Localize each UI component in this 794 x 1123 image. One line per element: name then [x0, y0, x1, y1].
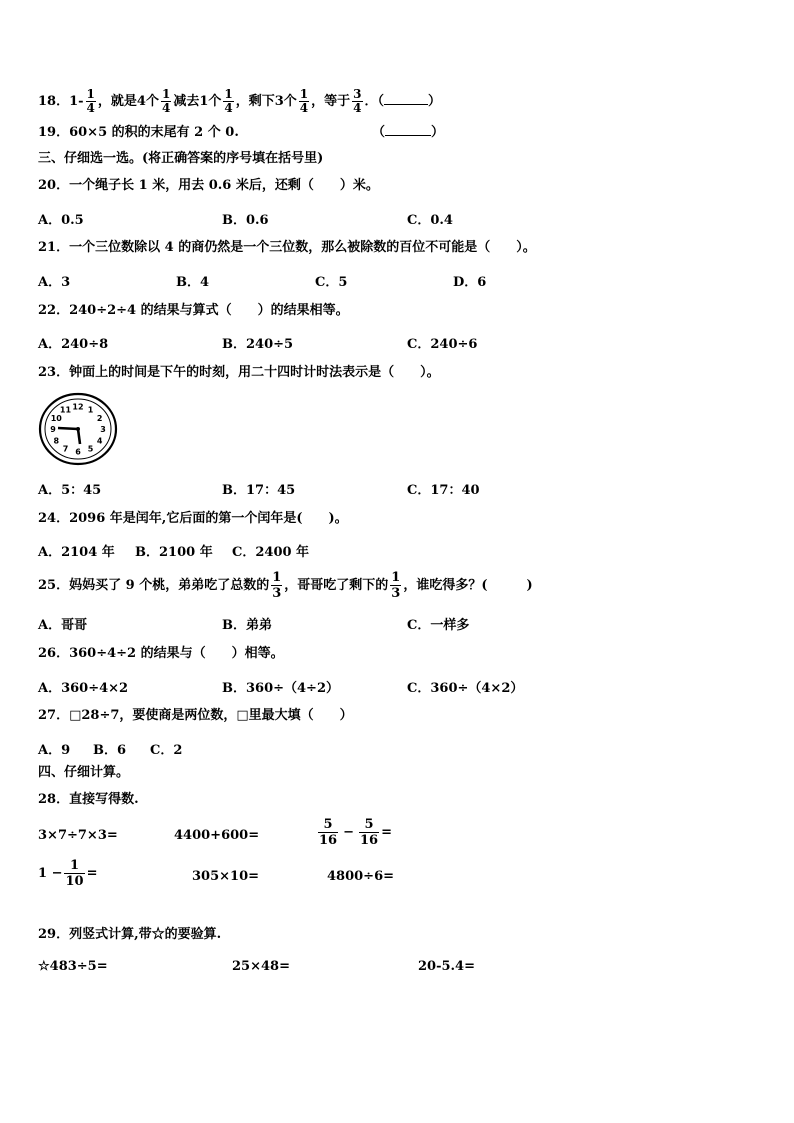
q25-line: 25．妈妈买了 9 个桃，弟弟吃了总数的 $\frac{1}{3}$ ，哥哥吃了剩下的 $\frac{1}{3}$ ，谁吃得多？( )	[38, 570, 533, 601]
q27-option-c[interactable]: C．2	[150, 743, 183, 758]
q25-option-b[interactable]: B．弟弟	[222, 618, 272, 633]
clock-minute-hand	[58, 428, 78, 429]
fraction: $\frac{1}{3}$	[272, 570, 282, 601]
clock-numeral: 11	[59, 405, 72, 415]
q29-expr-2: 25×48=	[232, 959, 290, 974]
q27-text: 27．□28÷7，要使商是两位数，□里最大填（ ）	[38, 708, 353, 723]
answer-blank[interactable]	[384, 104, 428, 105]
clock-numeral: 2	[96, 413, 103, 423]
q29-expr-1: ☆483÷5=	[38, 959, 108, 974]
q22-option-c[interactable]: C．240÷6	[407, 337, 478, 352]
section-3-heading: 三、仔细选一选。(将正确答案的序号填在括号里)	[38, 151, 324, 166]
clock-numeral: 7	[62, 444, 69, 454]
fraction: $\frac{1}{4}$	[299, 87, 309, 115]
q24-option-b[interactable]: B．2100 年	[135, 545, 213, 560]
clock-numeral: 3	[100, 425, 106, 434]
q25-option-c[interactable]: C．一样多	[407, 618, 470, 633]
q21-option-d[interactable]: D．6	[453, 275, 487, 290]
q28-expr-3: $\frac{5}{16}$ − $\frac{5}{16}$ =	[319, 817, 392, 848]
clock-numeral: 1	[87, 405, 94, 415]
q26-text: 26．360÷4÷2 的结果与（ ）相等。	[38, 646, 284, 661]
fraction: $\frac{1}{3}$	[391, 570, 401, 601]
q20-text: 20．一个绳子长 1 米，用去 0.6 米后，还剩（ ）米。	[38, 178, 379, 193]
q28-expr-1: 3×7÷7×3=	[38, 828, 118, 843]
q29-expr-3: 20-5.4=	[418, 959, 475, 974]
clock-numeral: 10	[50, 413, 62, 423]
q20-option-c[interactable]: C．0.4	[407, 213, 453, 228]
q24-option-c[interactable]: C．2400 年	[232, 545, 310, 560]
q22-text: 22．240÷2÷4 的结果与算式（ ）的结果相等。	[38, 303, 349, 318]
q26-option-a[interactable]: A．360÷4×2	[38, 681, 129, 696]
q26-option-c[interactable]: C．360÷（4×2）	[407, 681, 524, 696]
clock-numeral: 5	[87, 444, 94, 454]
q25-option-a[interactable]: A．哥哥	[38, 618, 88, 633]
q23-option-b[interactable]: B．17：45	[222, 483, 296, 498]
q20-option-b[interactable]: B．0.6	[222, 213, 269, 228]
q22-option-a[interactable]: A．240÷8	[38, 337, 109, 352]
q23-option-c[interactable]: C．17：40	[407, 483, 480, 498]
q24-text: 24．2096 年是闰年,它后面的第一个闰年是( )。	[38, 511, 348, 526]
q24-option-a[interactable]: A．2104 年	[38, 545, 115, 560]
q29-title: 29．列竖式计算,带☆的要验算.	[38, 927, 222, 942]
clock-numeral: 6	[75, 447, 81, 457]
answer-blank[interactable]	[385, 135, 431, 136]
q21-text: 21．一个三位数除以 4 的商仍然是一个三位数，那么被除数的百位不可能是（ ）。	[38, 240, 536, 255]
fraction: $\frac{1}{10}$	[65, 858, 84, 889]
clock-numeral: 4	[96, 436, 103, 446]
q19-answer: （ ）	[372, 125, 445, 140]
fraction: $\frac{5}{16}$	[360, 817, 379, 848]
q27-option-b[interactable]: B．6	[93, 743, 127, 758]
fraction: $\frac{1}{4}$	[86, 87, 95, 115]
q28-expr-4: 1 − $\frac{1}{10}$ =	[38, 858, 98, 889]
q19-line: 19．60×5 的积的末尾有 2 个 0.	[38, 125, 239, 140]
clock-hour-hand	[78, 429, 80, 444]
q28-expr-5: 305×10=	[192, 869, 260, 884]
clock-center	[76, 427, 80, 431]
fraction: $\frac{1}{4}$	[161, 87, 171, 115]
q26-option-b[interactable]: B．360÷（4÷2）	[222, 681, 340, 696]
q28-expr-2: 4400+600=	[174, 828, 260, 843]
clock-image	[38, 392, 118, 466]
q22-option-b[interactable]: B．240÷5	[222, 337, 294, 352]
clock-numeral: 8	[53, 436, 60, 446]
q28-expr-6: 4800÷6=	[327, 869, 395, 884]
fraction: $\frac{3}{4}$	[353, 87, 362, 115]
q27-option-a[interactable]: A．9	[38, 743, 71, 758]
fraction: $\frac{1}{4}$	[224, 87, 233, 115]
clock-numeral: 12	[72, 402, 84, 412]
section-4-heading: 四、仔细计算。	[38, 765, 130, 780]
clock-numeral: 9	[50, 425, 56, 434]
q28-title: 28．直接写得数.	[38, 792, 139, 807]
q21-option-a[interactable]: A．3	[38, 275, 71, 290]
q18-line: 18．1- $\frac{1}{4}$ ，就是4个 $\frac{1}{4}$ 减去1个 $\frac{1}{4}$ ，剩下3个 $\frac{1}{4}$ ，等于 $\frac{3}{4}$ ．（ ）	[38, 87, 442, 115]
q23-option-a[interactable]: A．5：45	[38, 483, 102, 498]
q23-text: 23．钟面上的时间是下午的时刻，用二十四时计时法表示是（ ）。	[38, 365, 440, 380]
q21-option-b[interactable]: B．4	[176, 275, 210, 290]
q20-option-a[interactable]: A．0.5	[38, 213, 84, 228]
fraction: $\frac{5}{16}$	[319, 817, 338, 848]
q21-option-c[interactable]: C．5	[315, 275, 348, 290]
